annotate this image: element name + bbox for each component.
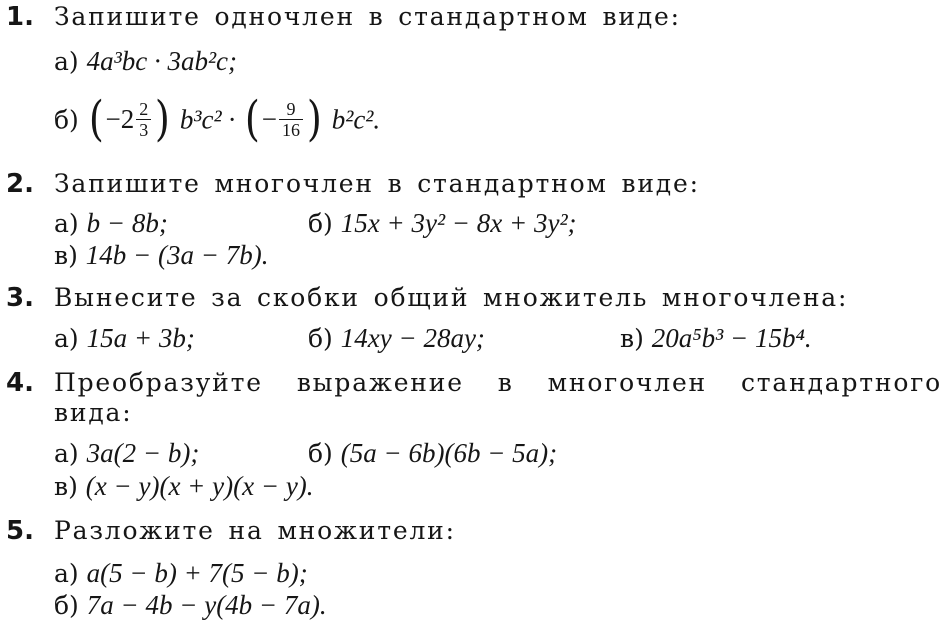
heading-word: в — [497, 368, 514, 397]
problem-heading: Запишите одночлен в стандартном виде: — [54, 2, 681, 31]
item-label: в) — [54, 472, 78, 501]
item-expression: 7a − 4b − y(4b − 7a). — [86, 590, 327, 620]
item-label: а) — [54, 209, 79, 238]
item-expression: 4a³bc · 3ab²c; — [86, 46, 238, 76]
item-label: б) — [54, 591, 79, 620]
left-paren: ( — [88, 91, 104, 147]
item-expression: 14b − (3a − 7b). — [85, 240, 269, 270]
fraction — [136, 99, 151, 140]
item-expression: b³c² · — [179, 104, 236, 135]
fraction — [279, 99, 303, 140]
problem-item — [308, 323, 485, 354]
item-label: а) — [54, 324, 79, 353]
item-expression: a(5 − b) + 7(5 − b); — [86, 558, 308, 588]
right-paren: ) — [306, 91, 322, 147]
item-expression: 3a(2 − b); — [86, 438, 200, 468]
fraction-group-1 — [87, 91, 172, 147]
item-expression: b²c². — [331, 104, 381, 135]
problem-item — [54, 240, 268, 271]
problem-item — [54, 46, 237, 77]
problem-item — [54, 208, 168, 239]
problem-heading — [54, 368, 942, 397]
problem-heading: Вынесите за скобки общий множитель многочлена: — [54, 283, 849, 312]
problem-number: 5. — [6, 516, 34, 546]
problem-item — [620, 323, 812, 354]
problem-item — [54, 91, 381, 147]
whole-part: 2 — [120, 104, 135, 134]
item-label: в) — [620, 324, 644, 353]
problem-heading: Запишите многочлен в стандартном виде: — [54, 169, 700, 198]
item-expression: (5a − 6b)(6b − 5a); — [340, 438, 558, 468]
problem-number: 1. — [6, 2, 34, 32]
problem-heading-continuation: вида: — [54, 398, 133, 427]
problem-item — [54, 590, 327, 621]
item-label: б) — [308, 209, 333, 238]
problem-item — [308, 208, 577, 239]
item-expression: 20a⁵b³ − 15b⁴. — [651, 323, 812, 353]
item-expression: 14xy − 28ay; — [340, 323, 485, 353]
problem-number: 3. — [6, 283, 34, 313]
minus-sign: − — [105, 104, 121, 134]
item-label: а) — [54, 47, 79, 76]
problem-item — [54, 558, 308, 589]
numerator: 2 — [139, 98, 149, 119]
heading-word: Преобразуйте — [54, 368, 263, 397]
denominator: 16 — [282, 119, 301, 140]
minus-sign: − — [261, 104, 278, 134]
item-expression: 15x + 3y² − 8x + 3y²; — [340, 208, 577, 238]
problem-item — [308, 438, 557, 469]
problem-number: 2. — [6, 169, 34, 199]
item-label: а) — [54, 559, 79, 588]
numerator: 9 — [286, 98, 296, 119]
item-expression: 15a + 3b; — [86, 323, 195, 353]
item-expression: b − 8b; — [86, 208, 168, 238]
problem-number: 4. — [6, 368, 34, 398]
right-paren: ) — [155, 91, 171, 147]
problem-item — [54, 323, 195, 354]
problem-heading: Разложите на множители: — [54, 516, 456, 545]
item-expression: (x − y)(x + y)(x − y). — [85, 471, 314, 501]
fraction-group-2 — [243, 91, 324, 147]
item-label: б) — [308, 324, 333, 353]
left-paren: ( — [244, 91, 260, 147]
denominator: 3 — [139, 119, 149, 140]
item-label: б) — [54, 105, 79, 135]
heading-word: многочлен — [547, 368, 708, 397]
heading-word: стандартного — [740, 368, 942, 397]
problem-item — [54, 471, 314, 502]
item-label: а) — [54, 439, 79, 468]
item-label: б) — [308, 439, 333, 468]
heading-word: выражение — [296, 368, 464, 397]
item-label: в) — [54, 241, 78, 270]
problem-item — [54, 438, 199, 469]
